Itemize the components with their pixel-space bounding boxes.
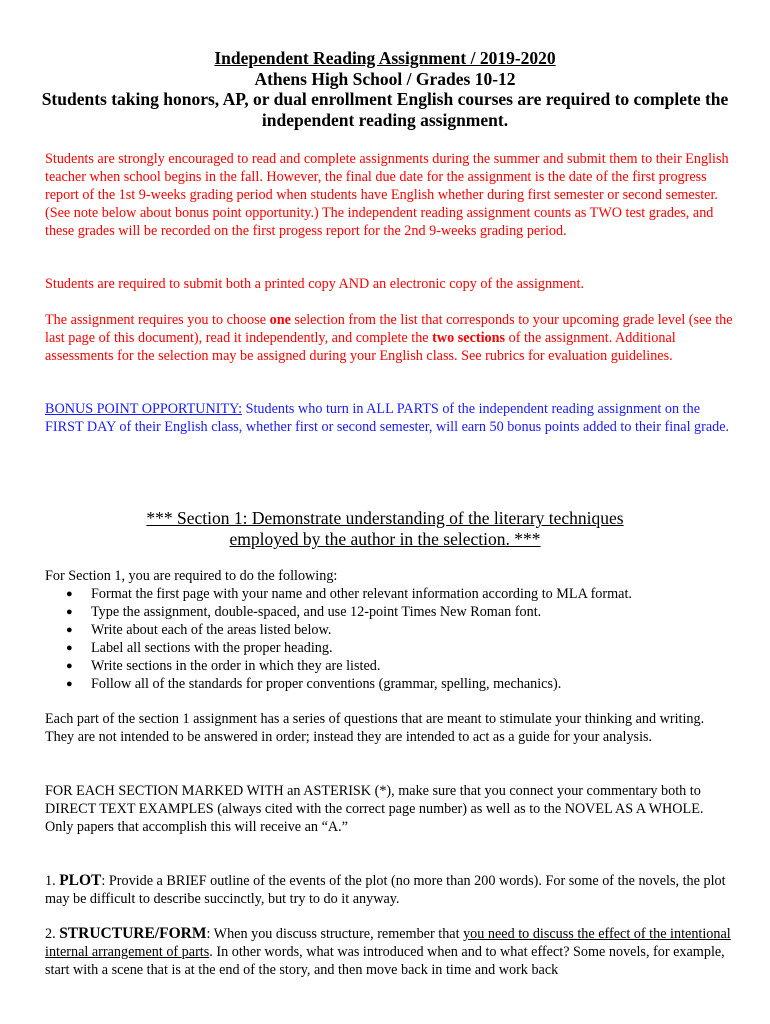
- emphasis-two-sections: two sections: [432, 330, 506, 346]
- item-plot: 1. PLOT: Provide a BRIEF outline of the events of the plot (no more than 200 words). For some of the novels, the plot may be difficult to describe succinctly, but try to do it anyway.: [45, 872, 726, 907]
- plot-label: PLOT: [59, 872, 102, 889]
- section-1-lead: For Section 1, you are required to do the following:: [45, 568, 338, 584]
- requirement-statement: Students taking honors, AP, or dual enrollment English courses are required to complete the independent reading assignment.: [41, 89, 729, 130]
- emphasis-one: one: [269, 312, 291, 328]
- intro-paragraph-selection: The assignment requires you to choose one selection from the list that corresponds to your upcoming grade level (see the last page of this document), read it independently, and complete the two sections of the assignment. Additional assessments for the selection may be assigned during your English class. See rubrics for evaluation guidelines.: [45, 312, 733, 364]
- document-header: [30, 48, 740, 130]
- bonus-label: BONUS POINT OPPORTUNITY:: [45, 401, 243, 417]
- asterisk-instructions-paragraph: FOR EACH SECTION MARKED WITH an ASTERISK (*), make sure that you connect your commentary both to DIRECT TEXT EXAMPLES (always cited with the correct page number) as well as to the NOVEL AS A WHOLE. Only papers that accomplish this will receive an “A.”: [45, 783, 704, 835]
- bonus-paragraph: BONUS POINT OPPORTUNITY: Students who turn in ALL PARTS of the independent reading assignment on the FIRST DAY of their English class, whether first or second semester, will earn 50 bonus points added to their final grade.: [45, 401, 730, 435]
- list-item: ● Label all sections with the proper heading.: [66, 640, 333, 656]
- list-item: ● Write sections in the order in which they are listed.: [66, 658, 381, 674]
- bullet-icon: ●: [66, 606, 73, 618]
- requirements-list: [66, 585, 746, 693]
- structure-form-label: STRUCTURE/FORM: [59, 925, 207, 942]
- list-item: ● Follow all of the standards for proper conventions (grammar, spelling, mechanics).: [66, 676, 562, 692]
- bullet-icon: ●: [66, 642, 73, 654]
- item-structure-form: 2. STRUCTURE/FORM: When you discuss structure, remember that you need to discuss the effect of the intentional internal arrangement of parts. In other words, what was introduced when and to what effect? Some novels, for example, start with a scene that is at the end of the story, and then move back in time and work back: [45, 925, 731, 978]
- bullet-icon: ●: [66, 678, 73, 690]
- section-1-heading: *** Section 1: Demonstrate understanding of the literary techniques employed by the author in the selection. ***: [146, 508, 624, 549]
- list-item: ● Write about each of the areas listed below.: [66, 622, 332, 638]
- list-item: ● Type the assignment, double-spaced, and use 12-point Times New Roman font.: [66, 604, 542, 620]
- intro-paragraph-submission: Students are required to submit both a printed copy AND an electronic copy of the assignment.: [45, 276, 584, 292]
- guiding-questions-paragraph: Each part of the section 1 assignment has a series of questions that are meant to stimulate your thinking and writing. They are not intended to be answered in order; instead they are intended to act as a guide for your analysis.: [45, 711, 705, 745]
- bullet-icon: ●: [66, 588, 73, 600]
- bullet-icon: ●: [66, 624, 73, 636]
- list-item: ● Format the first page with your name and other relevant information according to MLA format.: [66, 586, 632, 602]
- structure-emphasis: you need to discuss the effect of the intentional internal arrangement of parts: [45, 926, 731, 960]
- intro-paragraph-due-date: Students are strongly encouraged to read and complete assignments during the summer and submit them to their English teacher when school begins in the fall. However, the final due date for the assignment is the date of the first progress report of the 1st 9-weeks grading period when students have English whether during first semester or second semester. (See note below about bonus point opportunity.) The independent reading assignment counts as TWO test grades, and these grades will be recorded on the first progess report for the 2nd 9-weeks grading period.: [45, 151, 729, 239]
- school-grades-line: Athens High School / Grades 10-12: [254, 68, 516, 89]
- bullet-icon: ●: [66, 660, 73, 672]
- assignment-title: Independent Reading Assignment / 2019-2020: [214, 48, 556, 68]
